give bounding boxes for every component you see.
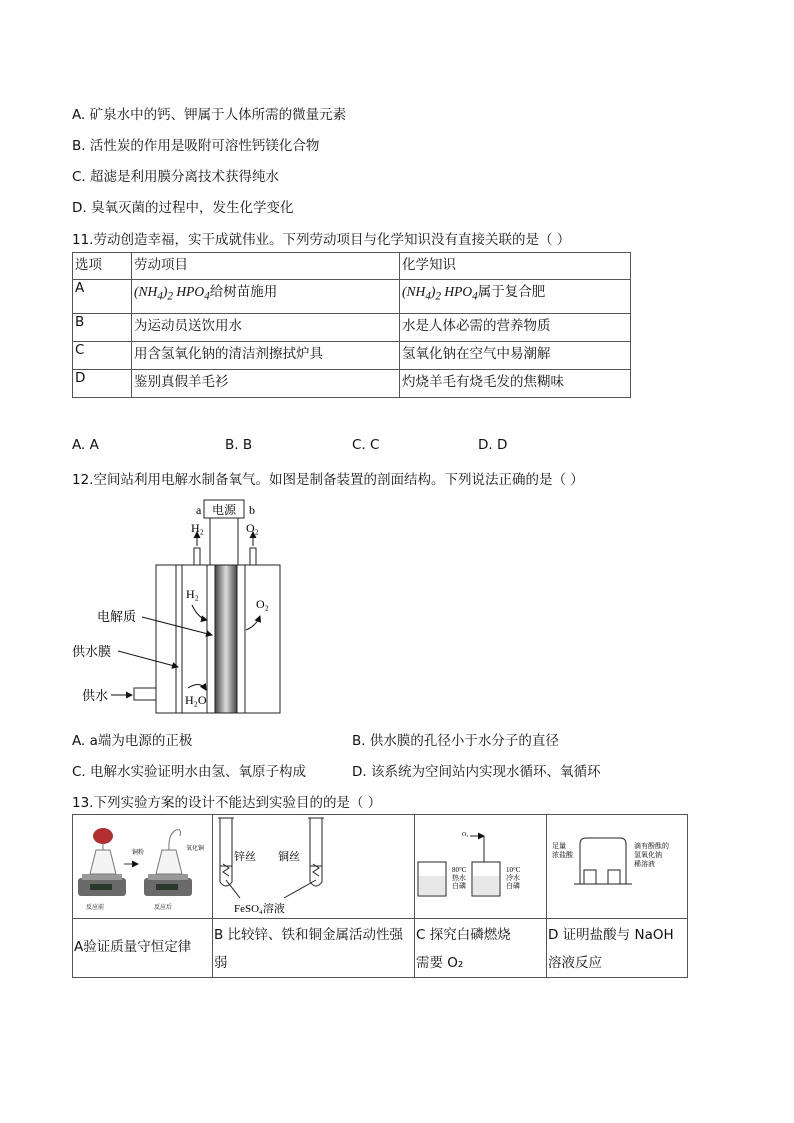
power-label: 电源 [211, 503, 237, 517]
table-cell-text: 给树苗施用 [209, 284, 278, 300]
naoh-label: 氢氧化钠 [634, 851, 662, 859]
electrolyte-label: 电解质 [97, 609, 137, 624]
balance-after-image [124, 830, 204, 911]
q12-option-b: B. 供水膜的孔径小于水分子的直径 [352, 733, 559, 749]
q11-answer-c: C. C [352, 437, 380, 453]
q11-answer-a: A. A [72, 437, 99, 453]
conc-hcl-label: 浓盐酸 [552, 851, 573, 859]
q13-images [72, 814, 687, 918]
q12-option-c: C. 电解水实验证明水由氢、氧原子构成 [72, 764, 307, 780]
feso4-solution-label: FeSO₄溶液 [234, 903, 285, 915]
formula: $(NH_4)_2$ $HPO_4$ [134, 284, 210, 303]
temp-80c-label: 80°C [452, 866, 467, 874]
water-inlet-pipe [134, 688, 156, 700]
q13-table-divider [72, 918, 687, 919]
table-cell: 灼烧羊毛有烧毛发的焦糊味 [400, 370, 631, 398]
test-tubes-image [218, 818, 324, 915]
q13-caption-b: B 比较锌、铁和铜金属活动性强 [214, 927, 404, 943]
o2-inner-label: O₂ [256, 597, 269, 611]
formula: $(NH_4)_2$ $HPO_4$ [402, 284, 478, 303]
q10-option-c: C. 超滤是利用膜分离技术获得纯水 [72, 169, 280, 185]
q11-answer-b: B. B [225, 437, 253, 453]
q10-option-a: A. 矿泉水中的钙、钾属于人体所需的微量元素 [72, 107, 347, 123]
copper-oxide-label: 氧化铜 [186, 846, 205, 852]
before-label: 反应前 [86, 905, 105, 911]
hot-water-label: 热水 [452, 874, 466, 882]
copper-powder-label: 铜粉 [132, 850, 145, 856]
table-cell: C [73, 342, 132, 370]
membrane-label: 供水膜 [72, 644, 112, 659]
electrolyte-rod [215, 565, 237, 713]
cold-water-label: 冷水 [506, 874, 520, 882]
after-label: 反应后 [154, 905, 173, 911]
balance-before-image [78, 828, 144, 911]
q11-stem: 11.劳动创造幸福，实干成就伟业。下列劳动项目与化学知识没有直接关联的是（ ） [72, 232, 571, 248]
terminal-b: b [249, 503, 255, 517]
table-cell: A [73, 280, 132, 314]
table-cell: B [73, 314, 132, 342]
q12-option-a: A. a端为电源的正极 [72, 733, 193, 749]
table-cell-text: 属于复合肥 [477, 284, 546, 300]
copper-wire-label: 铜丝 [278, 851, 300, 863]
table-cell: 氢氧化钠在空气中易潮解 [400, 342, 631, 370]
h2o-label: H₂O [185, 693, 207, 707]
q10-option-b: B. 活性炭的作用是吸附可溶性钙镁化合物 [72, 138, 320, 154]
phenolphthalein-label: 滴有酚酞的 [634, 842, 669, 850]
q11-answer-d: D. D [478, 437, 508, 453]
o2-outlet-label: O₂ [246, 521, 259, 535]
header-cell: 劳动项目 [132, 253, 400, 280]
phosphorus-label-2: 白磷 [506, 882, 520, 890]
bell-jar-image [552, 838, 669, 884]
q10-option-d: D. 臭氧灭菌的过程中，发生化学变化 [72, 200, 294, 216]
h2-outlet-label: H₂ [191, 521, 204, 535]
q13-caption-c-cont: 需要 O₂ [416, 955, 464, 971]
white-phosphorus-beakers-image [418, 832, 521, 896]
phosphorus-label-1: 白磷 [452, 882, 466, 890]
q13-caption-d-cont: 溶液反应 [548, 955, 602, 971]
table-cell: 为运动员送饮用水 [132, 314, 400, 342]
q12-option-d: D. 该系统为空间站内实现水循环、氧循环 [352, 764, 601, 780]
o2-label: O₂ [462, 832, 469, 838]
table-cell: 鉴别真假羊毛衫 [132, 370, 400, 398]
table-cell: 用含氢氧化钠的清洁剂擦拭炉具 [132, 342, 400, 370]
q13-caption-a: A验证质量守恒定律 [74, 939, 192, 955]
q13-stem: 13.下列实验方案的设计不能达到实验目的的是（ ） [72, 795, 382, 811]
h2-inner-label: H₂ [186, 587, 199, 601]
table-cell: 水是人体必需的营养物质 [400, 314, 631, 342]
q13-caption-c: C 探究白磷燃烧 [416, 927, 511, 943]
zinc-wire-label: 锌丝 [234, 851, 256, 863]
q13-caption-b-cont: 弱 [214, 955, 228, 971]
q13-caption-d: D 证明盐酸与 NaOH [548, 927, 674, 943]
dilute-solution-label: 稀溶液 [634, 860, 655, 868]
terminal-a: a [196, 503, 202, 517]
temp-10c-label: 10°C [506, 866, 521, 874]
q12-stem: 12.空间站利用电解水制备氧气。如图是制备装置的剖面结构。下列说法正确的是（ ） [72, 472, 584, 488]
header-cell: 选项 [73, 253, 132, 280]
table-cell: D [73, 370, 132, 398]
water-in-label: 供水 [82, 688, 109, 703]
sufficient-label: 足量 [552, 842, 566, 850]
header-cell: 化学知识 [400, 253, 631, 280]
